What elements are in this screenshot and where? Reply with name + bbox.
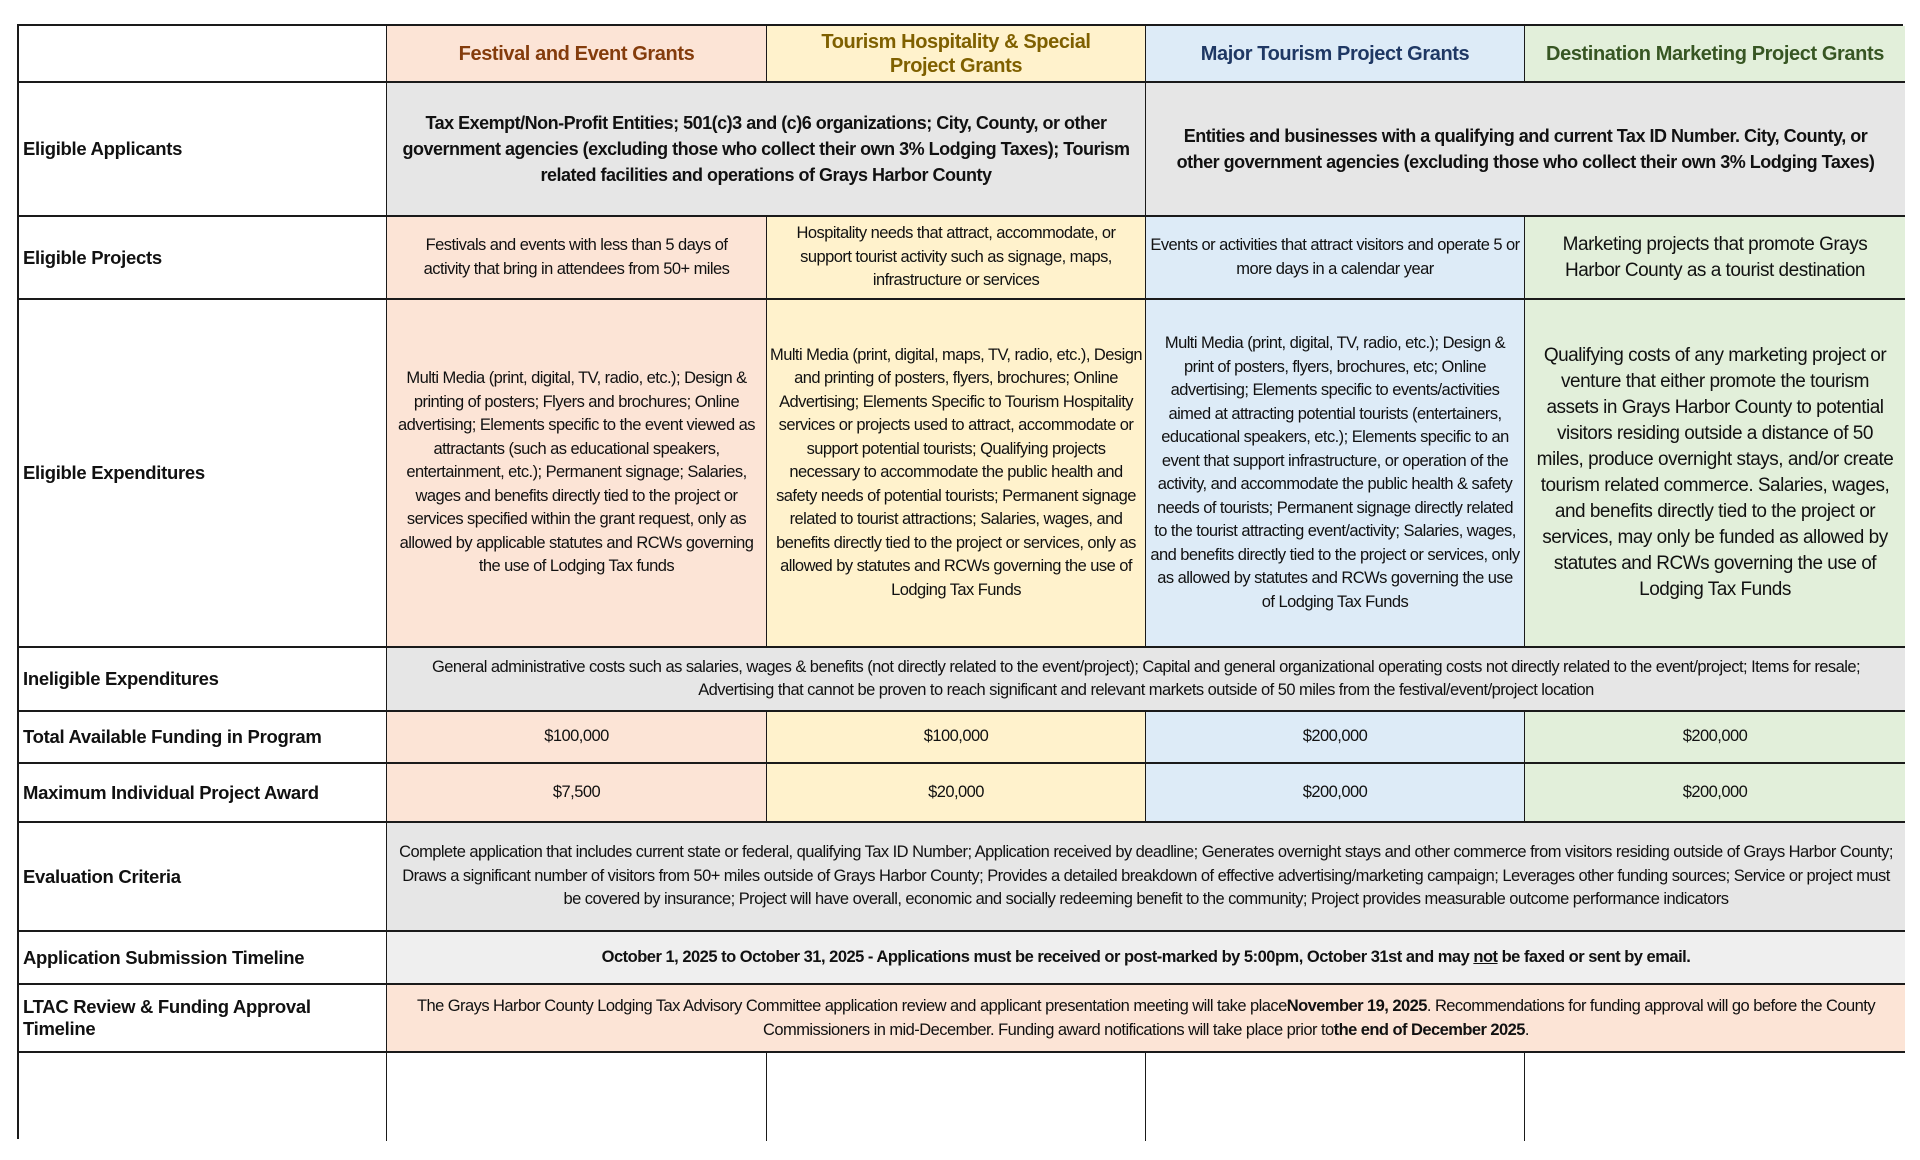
empty-cell-festival [387,1053,767,1141]
header-corner-cell [19,26,387,83]
eligible-expenditures-major: Multi Media (print, digital, TV, radio, etc.); Design & print of posters, flyers, brochures, etc; Online advertising; Elements specific to events/activities aimed at attracting potential tourists (entertainers, educational speakers, etc.); Elements specific to an event that support infrastructure, or operation of the activity, and accommodate the public health & safety needs of tourists; Permanent signage directly related to the tourist attracting event/activity; Salaries, wages, and benefits directly tied to the project or services, only as allowed by statutes and RCWs governing the use of Lodging Tax Funds [1146,300,1525,648]
row-label-eligible-applicants: Eligible Applicants [19,83,387,217]
submission-timeline-underlined: not [1473,948,1498,966]
header-hospitality-grants: Tourism Hospitality & Special Project Grants [767,26,1146,83]
eligible-expenditures-festival: Multi Media (print, digital, TV, radio, etc.); Design & printing of posters; Flyers and brochures; Online advertising; Elements specific to the event viewed as attractants (such as educational speakers, entertainment, etc.); Permanent signage; Salaries, wages and benefits directly tied to the project or services specified within the grant request, only as allowed by applicable statutes and RCWs governing the use of Lodging Tax funds [387,300,767,648]
ltac-timeline-text [387,985,1905,1053]
row-label-total-funding: Total Available Funding in Program [19,712,387,764]
row-label-ltac-timeline: LTAC Review & Funding Approval Timeline [19,985,387,1053]
eligible-applicants-group-a: Tax Exempt/Non-Profit Entities; 501(c)3 and (c)6 organizations; City, County, or other government agencies (excluding those who collect their own 3% Lodging Taxes); Tourism related facilities and operations of Grays Harbor County [387,83,1146,217]
ineligible-expenditures-text: General administrative costs such as salaries, wages & benefits (not directly related to the event/project); Capital and general organizational operating costs not directly related to the event/project; Items for resale; Advertising that cannot be proven to reach significant and relevant markets outside of 50 miles from the festival/event/project location [387,648,1905,712]
row-label-eligible-expenditures: Eligible Expenditures [19,300,387,648]
submission-timeline-main: October 1, 2025 to October 31, 2025 - Applications must be received or post-marked by 5:00pm, October 31st and may [601,948,1474,966]
max-award-festival: $7,500 [387,764,767,823]
row-label-evaluation-criteria: Evaluation Criteria [19,823,387,932]
empty-cell-destination [1525,1053,1905,1141]
eligible-expenditures-hospitality: Multi Media (print, digital, maps, TV, radio, etc.), Design and printing of posters, flyers, brochures; Online Advertising; Elements Specific to Tourism Hospitality services or projects used to attract, accommodate or support potential tourists; Qualifying projects necessary to accommodate the public health and safety needs of potential tourists; Permanent signage related to tourist attractions; Salaries, wages, and benefits directly tied to the project or services, only as allowed by statutes and RCWs governing the use of Lodging Tax Funds [767,300,1146,648]
submission-timeline-text [387,932,1905,985]
submission-timeline-end: be faxed or sent by email. [1497,948,1691,966]
eligible-projects-hospitality: Hospitality needs that attract, accommodate, or support tourist activity such as signage, maps, infrastructure or services [767,217,1146,300]
total-funding-destination: $200,000 [1525,712,1905,764]
empty-cell-hospitality [767,1053,1146,1141]
header-festival-grants: Festival and Event Grants [387,26,767,83]
total-funding-hospitality: $100,000 [767,712,1146,764]
eligible-expenditures-destination: Qualifying costs of any marketing project or venture that either promote the tourism assets in Grays Harbor County to potential visitors residing outside a distance of 50 miles, produce overnight stays, and/or create tourism related commerce. Salaries, wages, and benefits directly tied to the project or services, may only be funded as allowed by statutes and RCWs governing the use of Lodging Tax Funds [1525,300,1905,648]
max-award-hospitality: $20,000 [767,764,1146,823]
header-major-tourism-grants: Major Tourism Project Grants [1146,26,1525,83]
ltac-part1: The Grays Harbor County Lodging Tax Advisory Committee application review and applicant presentation meeting will take place [416,997,1287,1015]
header-destination-marketing-grants: Destination Marketing Project Grants [1525,26,1905,83]
ltac-review-date: November 19, 2025 [1286,997,1427,1015]
ltac-notification-deadline: the end of December 2025 [1333,1021,1525,1039]
row-label-submission-timeline: Application Submission Timeline [19,932,387,985]
total-funding-festival: $100,000 [387,712,767,764]
eligible-projects-destination: Marketing projects that promote Grays Harbor County as a tourist destination [1525,217,1905,300]
max-award-destination: $200,000 [1525,764,1905,823]
eligible-projects-major: Events or activities that attract visitors and operate 5 or more days in a calendar year [1146,217,1525,300]
evaluation-criteria-text: Complete application that includes current state or federal, qualifying Tax ID Number; Application received by deadline; Generates overnight stays and other commerce from visitors residing outside of Grays Harbor County; Draws a significant number of visitors from 50+ miles outside of Grays Harbor County; Provides a detailed breakdown of effective advertising/marketing campaign; Leverages other funding sources; Service or project must be covered by insurance; Project will have overall, economic and socially redeeming benefit to the community; Project provides measurable outcome performance indicators [387,823,1905,932]
row-label-ineligible-expenditures: Ineligible Expenditures [19,648,387,712]
empty-cell-major [1146,1053,1525,1141]
grant-comparison-table [17,24,1903,1139]
ltac-part3: . Recommendations for funding approval will go before the County Commissioners in mid-December. Funding award notifications will take place prior to [763,997,1876,1039]
empty-cell-label [19,1053,387,1141]
row-label-eligible-projects: Eligible Projects [19,217,387,300]
eligible-projects-festival: Festivals and events with less than 5 days of activity that bring in attendees from 50+ miles [387,217,767,300]
eligible-applicants-group-b: Entities and businesses with a qualifying and current Tax ID Number. City, County, or other government agencies (excluding those who collect their own 3% Lodging Taxes) [1146,83,1905,217]
total-funding-major: $200,000 [1146,712,1525,764]
max-award-major: $200,000 [1146,764,1525,823]
row-label-max-award: Maximum Individual Project Award [19,764,387,823]
ltac-part5: . [1524,1021,1529,1039]
